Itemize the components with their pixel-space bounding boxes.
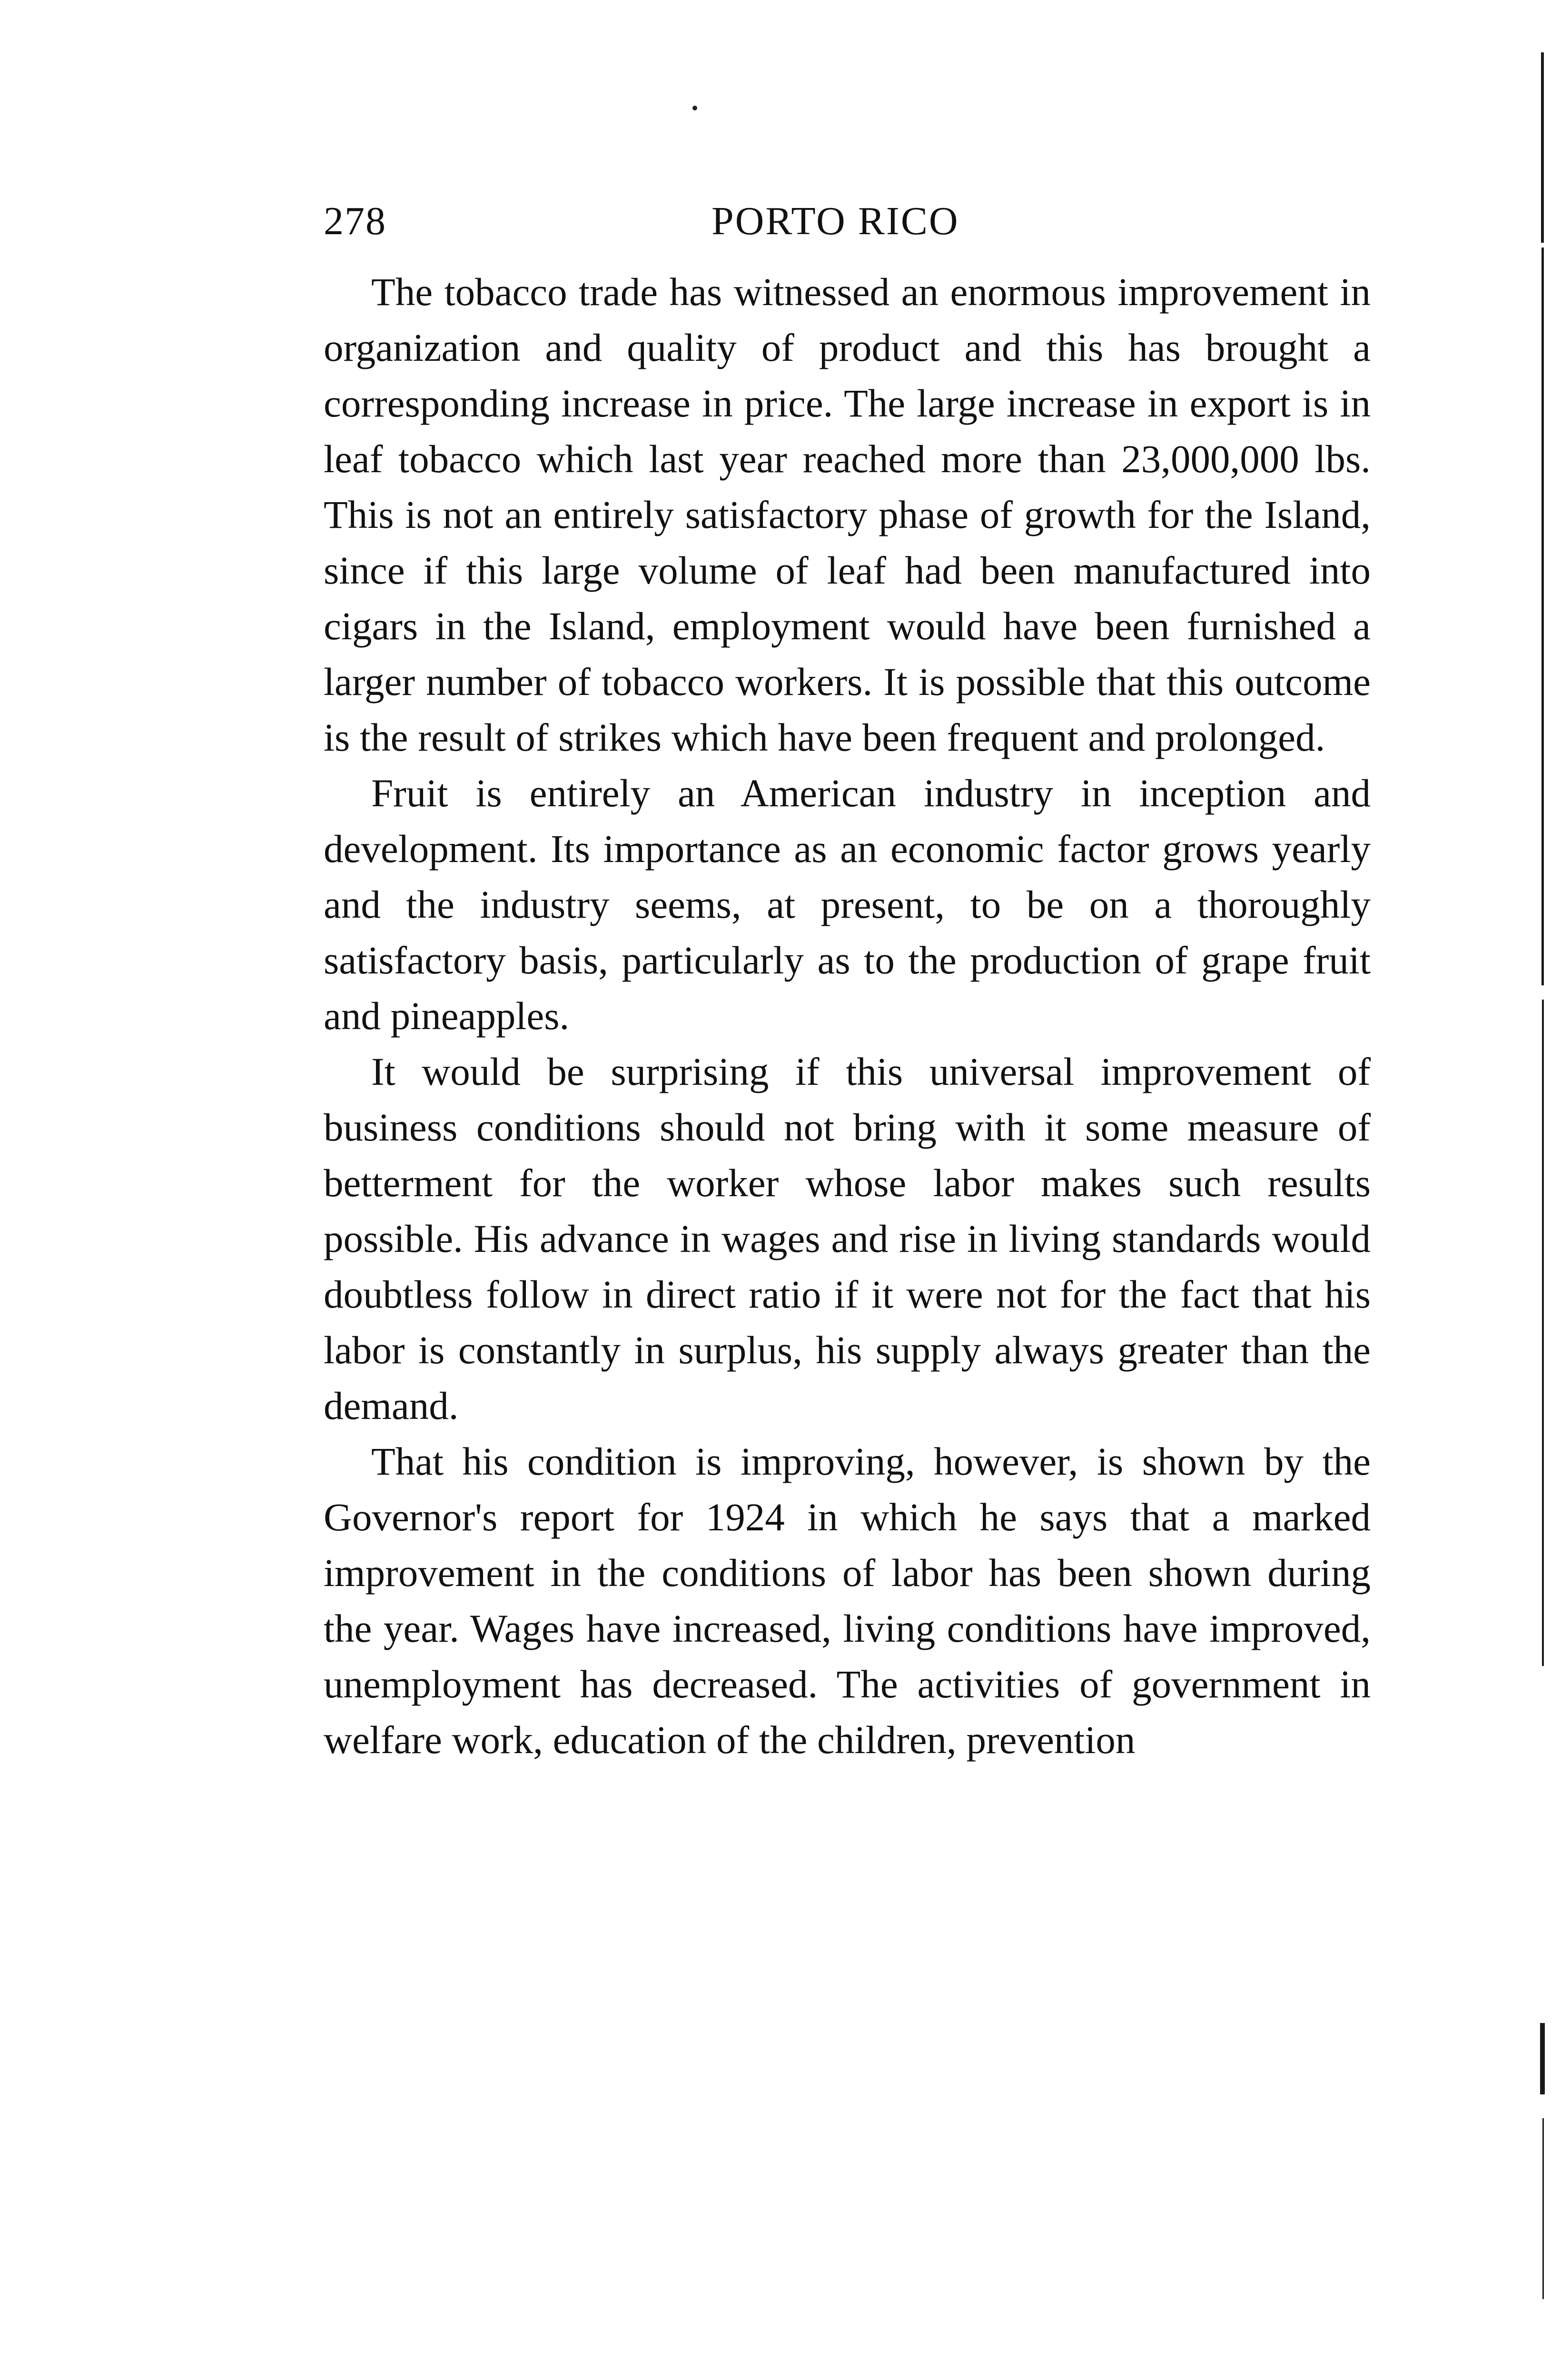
page-edge-line [1540, 2023, 1545, 2094]
body-text [324, 264, 1371, 1768]
scan-speck [692, 106, 697, 110]
paragraph-worker: It would be surprising if this universal improvement of business conditions should not bring with it some measure of betterment for the worker whose labor makes such results possible. His advance in wages and rise in living standards would doubtless follow in direct ratio if it were not for the fact that his labor is constantly in surplus, his supply always greater than the demand. [324, 1050, 1371, 1428]
page-edge-line [1542, 2118, 1544, 2299]
running-title: PORTO RICO [711, 199, 959, 243]
page-header [324, 190, 1371, 252]
page-edge-line [1542, 1000, 1544, 1666]
paragraph-condition: That his condition is improving, however, is shown by the Governor's report for 1924 in which he says that a marked improvement in the conditions of labor has been shown during the year. Wages have increased, living conditions have improved, unemployment has decreased. The activities of government in welfare work, education of the children, prevention [324, 1439, 1371, 1762]
paragraph-tobacco: The tobacco trade has witnessed an enormous improvement in organization and quality of product and this has brought a corresponding increase in price. The large increase in export is in leaf tobacco which last year reached more than 23,000,000 lbs. This is not an entirely satisfactory phase of growth for the Island, since if this large volume of leaf had been manufactured into cigars in the Island, employment would have been furnished a larger number of tobacco workers. It is possible that this outcome is the result of strikes which have been frequent and prolonged. [324, 270, 1371, 759]
page-edge-line [1541, 248, 1544, 985]
page-number: 278 [324, 199, 386, 243]
page-edge-line [1541, 52, 1544, 243]
paragraph-fruit: Fruit is entirely an American industry in inception and development. Its importance as an economic factor grows yearly and the industry seems, at present, to be on a thoroughly satisfactory basis, particularly as to the production of grape fruit and pineapples. [324, 771, 1371, 1038]
